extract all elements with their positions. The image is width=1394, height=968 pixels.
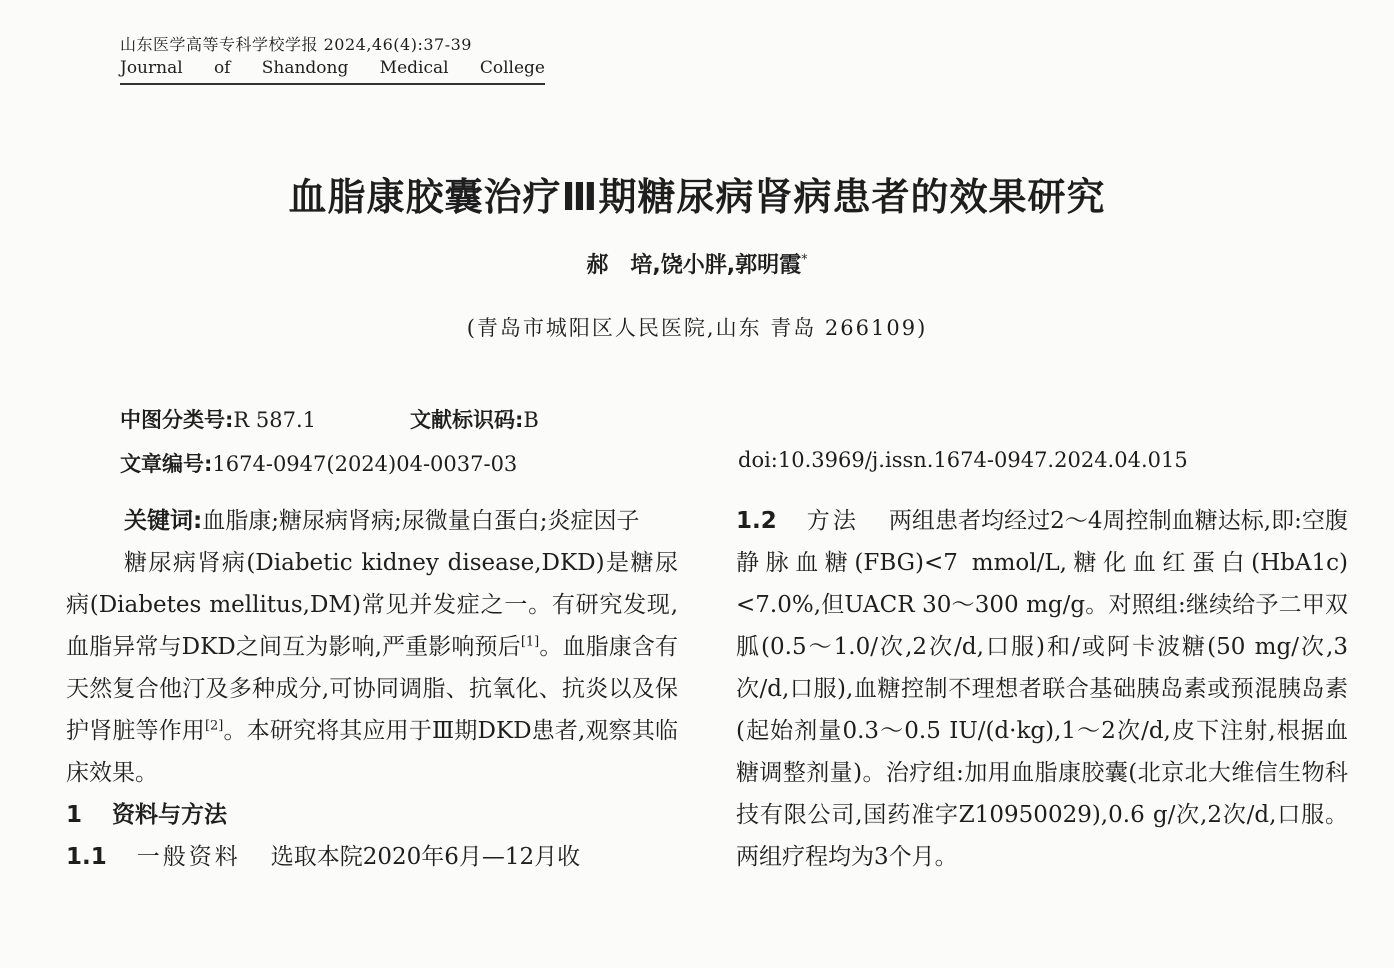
right-column bbox=[736, 500, 1348, 878]
journal-name-en bbox=[120, 56, 545, 85]
left-column bbox=[66, 500, 678, 878]
article-title: 血脂康胶囊治疗Ⅲ期糖尿病肾病患者的效果研究 bbox=[288, 175, 1106, 219]
journal-title-cn: 山东医学高等专科学校学报 bbox=[120, 35, 319, 54]
doc-code-value: B bbox=[523, 408, 539, 432]
subsection-text: 选取本院2020年6月—12月收 bbox=[270, 844, 581, 870]
doi: doi:10.3969/j.issn.1674-0947.2024.04.015 bbox=[738, 448, 1188, 472]
intro-text-c: 。本研究将其应用于Ⅲ期DKD患者,观察其临床效果。 bbox=[66, 718, 678, 786]
journal-citation: 2024,46(4):37-39 bbox=[323, 35, 472, 54]
section-title: 资料与方法 bbox=[112, 802, 228, 828]
keywords-label: 关键词: bbox=[124, 508, 203, 534]
clc-label: 中图分类号: bbox=[120, 408, 234, 432]
subsection-number: 1.1 bbox=[66, 844, 107, 870]
subsection-title: 一般资料 bbox=[136, 844, 241, 870]
keywords bbox=[66, 500, 678, 542]
subsection-text: 两组患者均经过2～4周控制血糖达标,即:空腹静脉血糖(FBG)<7 mmol/L,糖化血红蛋白(HbA1c)<7.0%,但UACR 30～300 mg/g。对照组:继续给予二甲双胍(0.5～1.0/次,2次/d,口服)和/或阿卡波糖(50 mg/次,3次/d,口服),血糖控制不理想者联合基础胰岛素或预混胰岛素(起始剂量0.3～0.5 IU/(d·kg),1～2次/d,皮下注射,根据血糖调整剂量)。治疗组:加用血脂康胶囊(北京北大维信生物科技有限公司,国药准字Z10950029),0.6 g/次,2次/d,口服。两组疗程均为3个月。 bbox=[736, 508, 1349, 870]
author-line bbox=[0, 248, 1394, 279]
corresponding-mark: * bbox=[801, 252, 808, 268]
citation-1: [1] bbox=[520, 634, 540, 650]
journal-word: College bbox=[479, 58, 545, 78]
journal-header bbox=[120, 34, 545, 85]
subsection-number: 1.2 bbox=[736, 508, 777, 534]
journal-word: Journal bbox=[120, 58, 183, 78]
clc-number bbox=[120, 404, 316, 434]
authors: 郝 培,饶小胖,郭明霞 bbox=[586, 253, 802, 278]
intro-text-b: 。血脂康含有天然复合他汀及多种成分,可协同调脂、抗氧化、抗炎以及保护肾脏等作用 bbox=[66, 634, 679, 744]
subsection-1-2 bbox=[736, 500, 1348, 878]
intro-text-a: 糖尿病肾病(Diabetic kidney disease,DKD)是糖尿病(Diabetes mellitus,DM)常见并发症之一。有研究发现,血脂异常与DKD之间互为影响,严重影响预后 bbox=[66, 550, 678, 660]
intro-paragraph bbox=[66, 542, 678, 794]
journal-word: of bbox=[213, 58, 231, 78]
document-code bbox=[410, 404, 539, 434]
keywords-text: 血脂康;糖尿病肾病;尿微量白蛋白;炎症因子 bbox=[202, 508, 640, 534]
section-number: 1 bbox=[66, 802, 83, 828]
subsection-1-1 bbox=[66, 836, 678, 878]
affiliation: (青岛市城阳区人民医院,山东 青岛 266109) bbox=[466, 316, 928, 340]
journal-word: Medical bbox=[379, 58, 449, 78]
journal-word: Shandong bbox=[261, 58, 349, 78]
journal-name-cn bbox=[120, 34, 545, 56]
article-no-value: 1674-0947(2024)04-0037-03 bbox=[212, 452, 518, 476]
subsection-title: 方法 bbox=[806, 508, 859, 534]
doc-code-label: 文献标识码: bbox=[410, 408, 524, 432]
article-no-label: 文章编号: bbox=[120, 452, 213, 476]
article-number bbox=[120, 448, 517, 478]
clc-value: R 587.1 bbox=[233, 408, 317, 432]
citation-2: [2] bbox=[204, 718, 224, 734]
section-heading-1 bbox=[66, 794, 678, 836]
